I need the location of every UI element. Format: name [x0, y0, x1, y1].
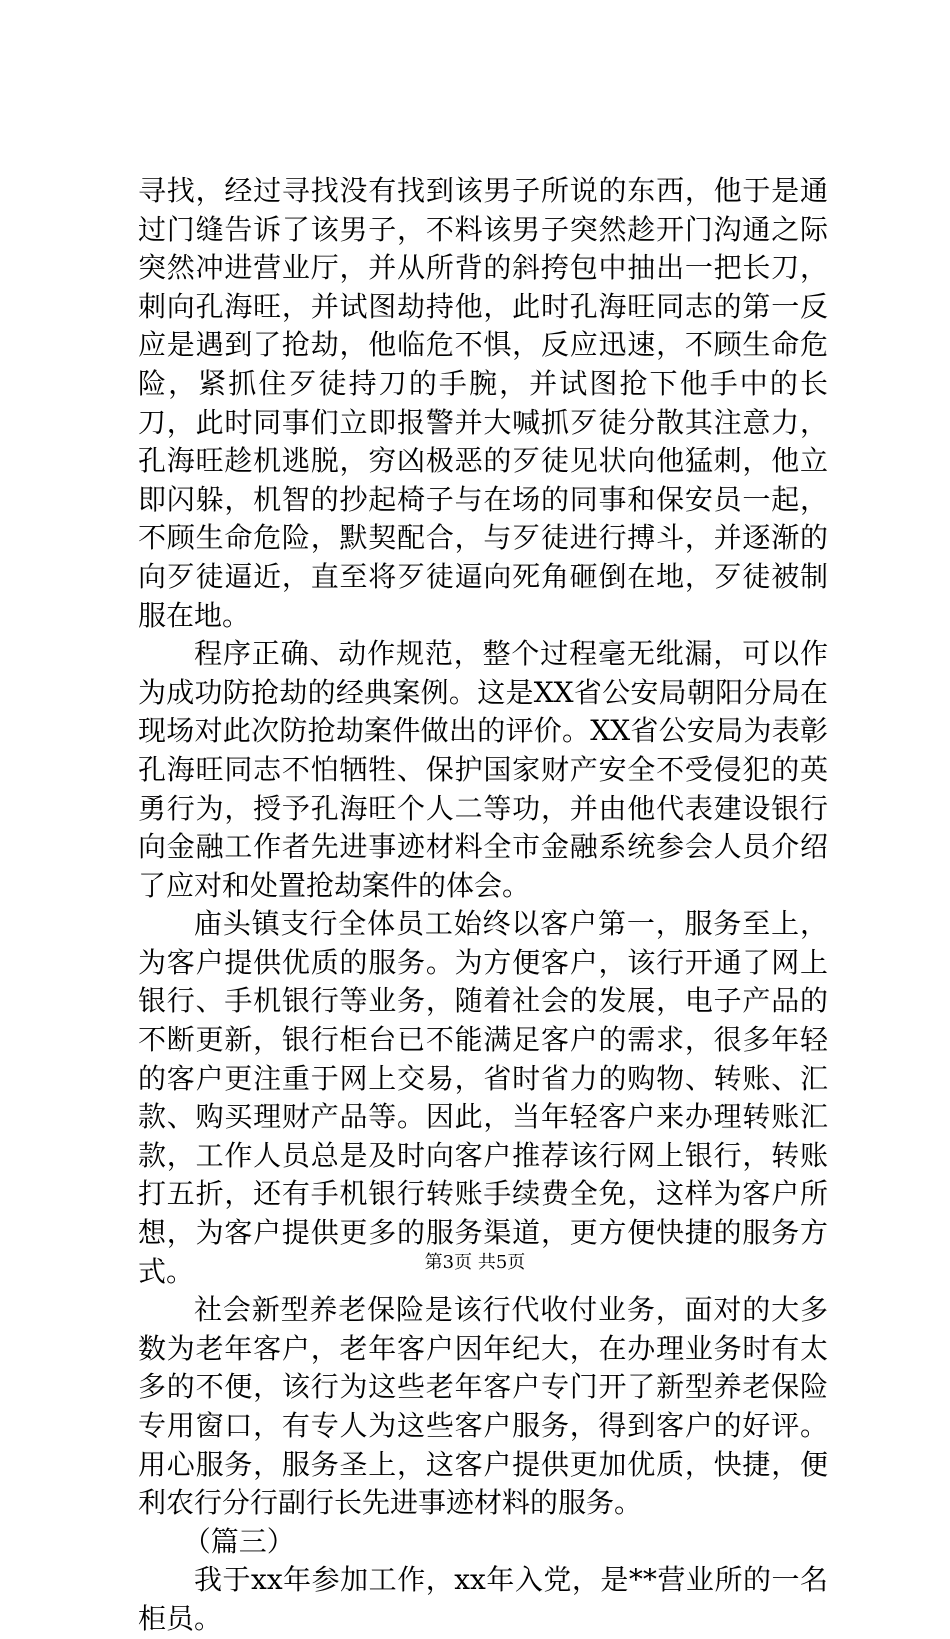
paragraph-continued: 寻找，经过寻找没有找到该男子所说的东西，他于是通过门缝告诉了该男子，不料该男子突然趁开门沟通之际突然冲进营业厅，并从所背的斜挎包中抽出一把长刀，刺向孔海旺，并试图劫持他，此时孔海旺同志的第一反应是遇到了抢劫，他临危不惧，反应迅速，不顾生命危险，紧抓住歹徒持刀的手腕，并试图抢下他手中的长刀，此时同事们立即报警并大喊抓歹徒分散其注意力，孔海旺趁机逃脱，穷凶极恶的歹徒见状向他猛刺，他立即闪躲，机智的抄起椅子与在场的同事和保安员一起，不顾生命危险，默契配合，与歹徒进行搏斗，并逐渐的向歹徒逼近，直至将歹徒逼向死角砸倒在地，歹徒被制服在地。 [138, 174, 828, 632]
section-heading: （篇三） [182, 1524, 295, 1558]
paragraph-intro: 我于xx年参加工作，xx年入党，是**营业所的一名柜员。 [138, 1563, 828, 1635]
paragraph-pension-insurance: 社会新型养老保险是该行代收付业务，面对的大多数为老年客户，老年客户因年纪大，在办理业务时有太多的不便，该行为这些老年客户专门开了新型养老保险专用窗口，有专人为这些客户服务，得到客户的好评。用心服务，服务圣上，这客户提供更加优质，快捷，便利农行分行副行长先进事迹材料的服务。 [138, 1293, 828, 1520]
paragraph-evaluation: 程序正确、动作规范，整个过程毫无纰漏，可以作为成功防抢劫的经典案例。这是XX省公安局朝阳分局在现场对此次防抢劫案件做出的评价。XX省公安局为表彰孔海旺同志不怕牺牲、保护国家财产安全不受侵犯的英勇行为，授予孔海旺个人二等功，并由他代表建设银行向金融工作者先进事迹材料全市金融系统参会人员介绍了应对和处置抢劫案件的体会。 [138, 637, 828, 902]
paragraph-customer-service: 庙头镇支行全体员工始终以客户第一，服务至上，为客户提供优质的服务。为方便客户，该行开通了网上银行、手机银行等业务，随着社会的发展，电子产品的不断更新，银行柜台已不能满足客户的需求，很多年轻的客户更注重于网上交易，省时省力的购物、转账、汇款、购买理财产品等。因此，当年轻客户来办理转账汇款，工作人员总是及时向客户推荐该行网上银行，转账打五折，还有手机银行转账手续费全免，这样为客户所想，为客户提供更多的服务渠道，更方便快捷的服务方式。 [138, 907, 828, 1288]
page-footer: 第3页 共5页 [424, 1252, 526, 1273]
document-body [138, 172, 828, 1639]
